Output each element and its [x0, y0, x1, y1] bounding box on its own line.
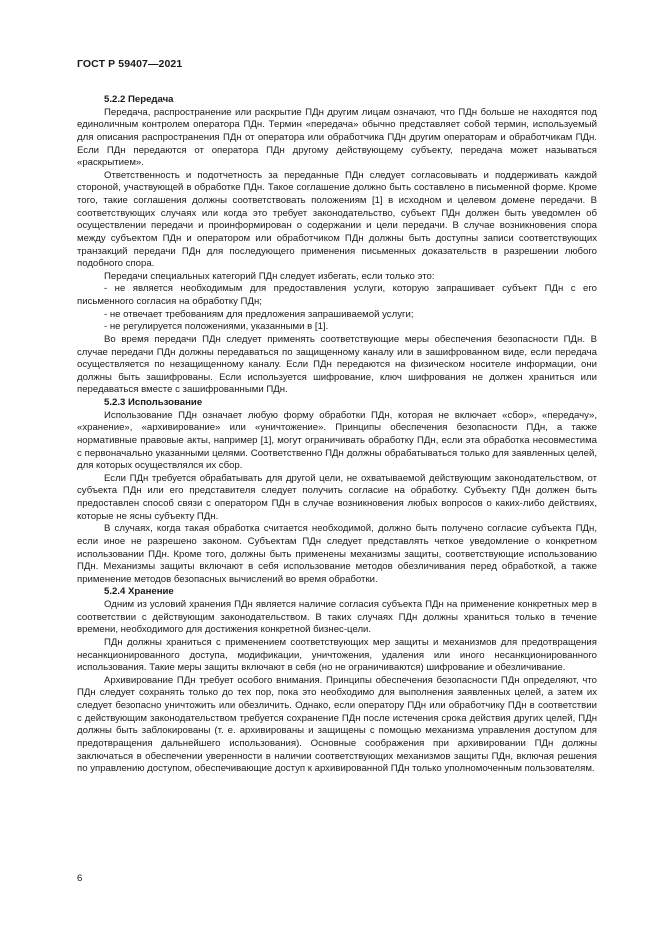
paragraph: Одним из условий хранения ПДн является наличие согласия субъекта ПДн на применение конкретных мер в соответствии с действующим законодательством. В таких случаях ПДн должны храниться только в течение времени, необходимого для достижения конкретной бизнес-цели. [77, 599, 597, 636]
section-5-2-3 [77, 397, 597, 586]
standard-header: ГОСТ Р 59407—2021 [77, 58, 183, 70]
paragraph: Во время передачи ПДн следует применять соответствующие меры обеспечения безопасности ПДн. В случае передачи ПДн должны передаваться по защищенному каналу или в зашифрованном виде, если передача осуществляется по незащищенному каналу. Если ПДн передаются на физическом носителе информации, они должны быть зашифрованы. Если используется шифрование, ключ шифрования не должен храниться или передаваться вместе с зашифрованными ПДн. [77, 333, 597, 396]
paragraph: Архивирование ПДн требует особого внимания. Принципы обеспечения безопасности ПДн определяют, что ПДн следует сохранять только до тех пор, пока это необходимо для выполнения заявленных целей, а затем их следует безопасно уничтожить или обезличить. Однако, если оператору ПДн или обработчику ПДн в соответствии с действующим законодательством требуется сохранение ПДн после истечения срока действия других целей, ПДн должны быть заблокированы (т. е. архивированы и защищены с помощью механизма управления доступом для предотвращения дальнейшего использования). Основные соображения при архивировании ПДн должны заключаться в обеспечении уверенности в наличии соответствующих механизмов защиты ПДн, включая решения по управлению доступом, обеспечивающие доступ к архивированной ПДн только уполномоченным пользователям. [77, 674, 597, 775]
paragraph: Если ПДн требуется обрабатывать для другой цели, не охватываемой действующим законодательством, от субъекта ПДн или его представителя следует получить согласие на обработку. Субъекту ПДн должен быть предоставлен способ связи с оператором ПДн в случае возникновения любых вопросов о каких-либо действиях, которые не ясны субъекту ПДн. [77, 472, 597, 522]
section-5-2-2 [77, 94, 597, 397]
page-number: 6 [77, 873, 83, 884]
list-item: - не является необходимым для предоставления услуги, которую запрашивает субъект ПДн с его письменного согласия на обработку ПДн; [77, 283, 597, 307]
paragraph: Использование ПДн означает любую форму обработки ПДн, которая не включает «сбор», «передачу», «хранение», «архивирование» или «уничтожение». Принципы обеспечения безопасности ПДн, а также нормативные правовые акты, например [1], могут ограничивать обработку ПДн, если эта обработка несовместима с первоначально указанными целями. Соответственно ПДн должны обрабатываться только для заявленных целей, для которых осуществлялся их сбор. [77, 409, 597, 472]
list-item: - не отвечает требованиям для предложения запрашиваемой услуги; [104, 308, 414, 320]
paragraph: В случаях, когда такая обработка считается необходимой, должно быть получено согласие субъекта ПДн, если иное не разрешено законом. Субъектам ПДн следует представлять четкое уведомление о конкретном использовании ПДн. Кроме того, должны быть применены механизмы защиты, соответствующие использованию ПДн. Механизмы защиты включают в себя использование методов обезличивания перед обработкой, а также применение методов безопасных вычислений во время обработки. [77, 523, 597, 585]
paragraph: Ответственность и подотчетность за переданные ПДн следует согласовывать и поддерживать каждой стороной, участвующей в обработке ПДн. Такое соглашение должно быть составлено в письменной форме. Кроме того, такие соглашения должны соответствовать положениям [1] в исходном и целевом домене передачи. В соответствующих случаях или когда это требует законодательство, субъект ПДн должен быть уведомлен об осуществлении передачи и проинформирован о содержании и цели передачи. В случае возникновения спора между субъектом ПДн и оператором или обработчиком ПДн должны быть доступны записи соответствующих транзакций передачи ПДн для последующего применения письменных доказательств в разрешении любого подобного спора. [77, 169, 597, 270]
paragraph: Передача, распространение или раскрытие ПДн другим лицам означают, что ПДн больше не находятся под единоличным контролем оператора ПДн. Термин «передача» обычно представляет собой термин, используемый для описания распространения ПДн от оператора или обработчика ПДн другим операторам и обработчикам ПДн. Если ПДн передаются от оператора ПДн другому действующему субъекту, передача может называться «раскрытием». [77, 106, 597, 169]
list-item: - не регулируется положениями, указанными в [1]. [104, 321, 329, 333]
section-heading: 5.2.2 Передача [104, 94, 174, 105]
paragraph: Передачи специальных категорий ПДн следует избегать, если только это: [104, 270, 435, 282]
section-5-2-4 [77, 586, 597, 775]
section-heading: 5.2.3 Использование [104, 397, 203, 408]
section-heading: 5.2.4 Хранение [104, 586, 174, 598]
paragraph: ПДн должны храниться с применением соответствующих мер защиты и механизмов для предотвращения несанкционированного доступа, модификации, уничтожения, удаления или иного несанкционированного использования. Такие меры защиты включают в себя (но не ограничиваются) шифрование и обезличивание. [77, 636, 597, 674]
document-body [77, 94, 597, 776]
